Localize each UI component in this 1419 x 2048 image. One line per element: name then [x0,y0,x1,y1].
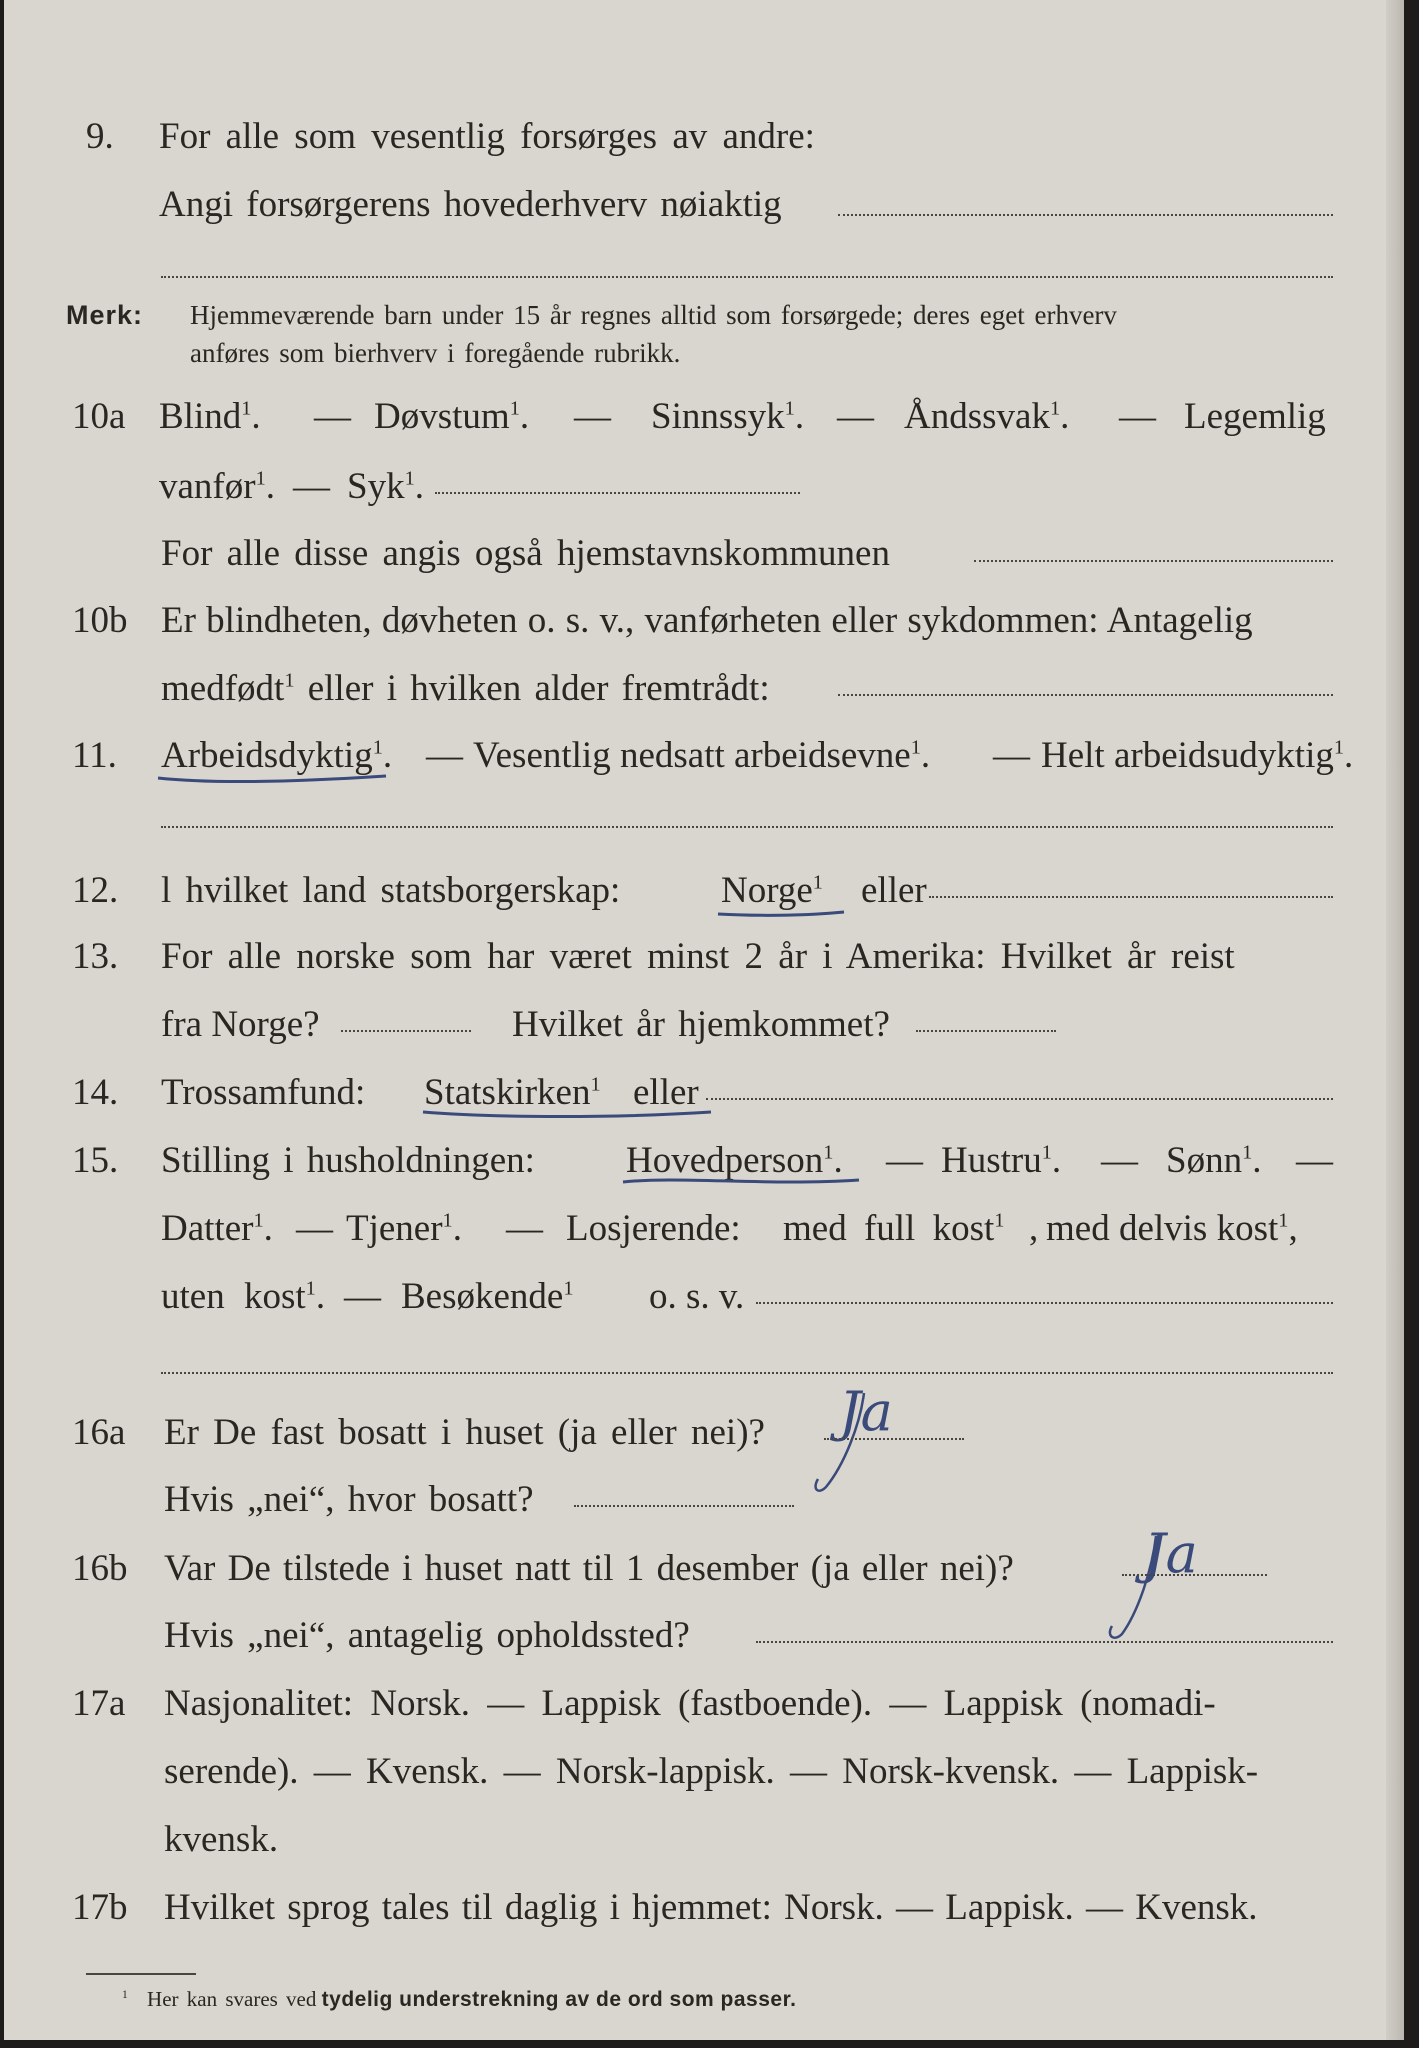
q16b-number: 16b [72,1548,128,1589]
dash: — [296,1208,333,1249]
q15-number: 15. [72,1140,119,1181]
underline-hovedperson-mark [619,1172,864,1192]
q13-number: 13. [72,936,119,977]
underline-statskirken-mark [419,1106,719,1122]
q16b-answer-line[interactable] [1122,1574,1267,1576]
q17a-line2[interactable]: serende). — Kvensk. — Norsk-lappisk. — Norsk-kvensk. — Lappisk- [164,1751,1259,1792]
q17a-line3[interactable]: kvensk. [164,1819,279,1860]
footnote-ref: 1 [910,736,921,759]
q15-opt-datter[interactable]: Datter [161,1208,254,1249]
q14-opt-statskirken[interactable]: Statskirken [424,1072,591,1113]
footnote-ref: 1 [1242,1141,1253,1164]
q14-tail: eller [633,1072,699,1113]
punct: . [833,1140,843,1181]
q15-opt-besokende[interactable]: Besøkende [401,1276,564,1317]
q10b-line1: Er blindheten, døvheten o. s. v., vanførheten eller sykdommen: Antagelig [161,600,1253,641]
q9-answer-line-2[interactable] [161,276,1333,278]
q16a-bosatt-answer-line[interactable] [574,1505,794,1507]
footnote-mark: 1 [122,1989,128,2001]
footnote-rule [86,1973,196,1975]
q15-opt-sonn[interactable]: Sønn [1166,1140,1243,1181]
q10a-hjemstavn-answer-line[interactable] [974,560,1333,562]
footnote-ref: 1 [784,397,795,420]
q10b-line2-rest: eller i hvilken alder fremtrådt: [294,668,770,709]
footnote-ref: 1 [1333,736,1345,759]
q15-answer-line[interactable] [756,1302,1333,1304]
punct: . [920,735,931,776]
q16a-answer-handwritten[interactable]: Ja [839,1380,893,1443]
q12-opt-norge[interactable]: Norge [721,870,813,911]
punct: . [1344,735,1354,776]
q16a-answer-stroke [804,1385,884,1505]
q15-opt-uten-kost[interactable]: uten kost [161,1276,306,1317]
q16a-line1: Er De fast bosatt i huset (ja eller nei)? [164,1412,765,1453]
census-form-page: 9. For alle som vesentlig forsørges av andre: Angi forsørgerens hovederhverv nøiaktig Merk: Hjemmeværende barn under 15 år regnes alltid som forsørgede; deres eget erhverv anføres som bierhverv i foregående rubrikk. 10a Blind$^1$. — Døvstum$^1$. — Sinnssyk$^1$. — Åndssvak$^1$. — Legemlig vanfør$^1$. — Syk$^1$. For alle disse angis også hjemstavnskommunen 10b Er blindheten, døvheten o. s. v., vanførheten eller sykdommen: Antagelig medfødt$^1$ eller i hvilken alder fremtrådt: 11. Arbeidsdyktig$^1$. — Vesentlig nedsatt arbeidsevne$^1$. — Helt arbeidsudyktig$^1$. 12. l hvilket land statsborgerskap: Norge$^1$ eller 13. For alle norske som har været minst 2 år i Amerika: Hvilket år reist fra Norge? Hvilket år hjemkommet? 14. Trossamfund: Statskirken$^1$ eller 15. Stilling i husholdningen: Hovedperson$^1$. — Hustru$^1$. — Sønn$^1$. — Datter$^1$. — Tjener$^1$. — Losjerende: med full kost$^1$ , med delvis kost$^1$, uten kost$^1$. — Besøkende$^1$ o. s. v. 16a Er De fast bosatt i huset (ja eller nei)? Ja Hvis „nei“, hvor bosatt? 16b Var De tilstede i huset natt til 1 desember (ja eller nei)? Ja Hvis „nei“, antagelig opholdssted? 17a Nasjonalitet: Norsk. — Lappisk (fastboende). — Lappisk (nomadi- serende). — Kvensk. — Norsk-lappisk. — Norsk-kvensk. — Lappisk- kvensk. 17b Hvilket sprog tales til daglig i hjemmet: Norsk. — Lappisk. — Kvensk. $^1$ Her kan svares ved tydelig understrekning av de ord som passer. [4,0,1404,2040]
q16a-number: 16a [72,1412,126,1453]
punct: . [452,1208,462,1249]
q17b-number: 17b [72,1887,128,1928]
q10a-opt-syk[interactable]: Syk [347,466,405,507]
merk-line2: anføres som bierhverv i foregående rubrikk. [190,338,681,368]
q13-reist-answer-line[interactable] [341,1030,471,1032]
q10b-number: 10b [72,600,128,641]
q15-losjerende: Losjerende: [566,1208,741,1249]
q16a-line2: Hvis „nei“, hvor bosatt? [164,1479,534,1520]
footnote-bold: tydelig understrekning av de ord som passer. [321,1988,797,2011]
dash: — [1296,1140,1333,1181]
q13-line2b: Hvilket år hjemkommet? [512,1004,890,1045]
q17a-number: 17a [72,1683,126,1724]
q12-number: 12. [72,870,119,911]
footnote-ref: 1 [563,1277,574,1300]
dash: — [1101,1140,1138,1181]
q10b-opt-medfodt[interactable]: medfødt [161,668,285,709]
q10a-opt-sinnssyk[interactable]: Sinnssyk [651,396,785,437]
q14-text: Trossamfund: [161,1072,366,1113]
q15-answer-line-2[interactable] [161,1372,1333,1374]
punct: . [519,396,530,437]
q15-opt-hovedperson[interactable]: Hovedperson [626,1140,824,1181]
q13-line1: For alle norske som har været minst 2 år i Amerika: Hvilket år reist [161,936,1235,977]
footnote-text: Her kan svares ved [147,1987,317,2011]
footnote-ref: 1 [1041,1141,1052,1164]
punct: . [1060,396,1070,437]
q15-opt-delvis-kost[interactable]: med delvis kost [1046,1208,1279,1249]
page-edge-shadow [1386,0,1404,2040]
q10a-opt-legemlig[interactable]: Legemlig [1184,396,1326,437]
q13-line2a: fra Norge? [161,1004,320,1045]
footnote-ref: 1 [509,397,520,420]
q16b-opholdssted-answer-line[interactable] [756,1641,1333,1643]
q14-answer-line[interactable] [706,1098,1333,1100]
dash: — [293,466,330,507]
q11-opt-nedsatt[interactable]: Vesentlig nedsatt arbeidsevne [473,735,911,776]
q9-answer-line[interactable] [838,214,1333,216]
q11-opt-arbeidsdyktig[interactable]: Arbeidsdyktig [161,735,373,776]
q15-opt-hustru[interactable]: Hustru [941,1140,1042,1181]
punct: . [265,466,275,507]
dash: — [426,735,463,776]
q12-tail: eller [861,870,927,911]
dash: — [344,1276,381,1317]
footnote-ref: 1 [305,1277,316,1300]
footnote-ref: 1 [404,467,415,490]
dash: — [506,1208,543,1249]
footnote-ref: 1 [812,871,823,894]
q10a-number: 10a [72,396,126,437]
q9-line1: For alle som vesentlig forsørges av andre: [159,116,815,157]
q9-line2: Angi forsørgerens hovederhverv nøiaktig [159,184,782,225]
punct: . [382,735,393,776]
q12-text: l hvilket land statsborgerskap: [161,870,621,911]
merk-line1: Hjemmeværende barn under 15 år regnes alltid som forsørgede; deres eget erhverv [190,300,1117,330]
footnote [122,1987,796,2012]
q15-opt-full-kost[interactable]: med full kost [783,1208,995,1249]
q12-answer-line[interactable] [929,896,1333,898]
q17a-line1[interactable]: Nasjonalitet: Norsk. — Lappisk (fastboende). — Lappisk (nomadi- [164,1683,1216,1724]
footnote-ref: 1 [994,1209,1005,1232]
q15-opt-tjener[interactable]: Tjener [346,1208,443,1249]
q16b-answer-handwritten[interactable]: Ja [1144,1522,1198,1585]
q15-tail: o. s. v. [649,1276,745,1317]
q13-hjemkommet-answer-line[interactable] [916,1030,1056,1032]
footnote-ref: 1 [255,467,266,490]
q9-number: 9. [86,116,114,157]
q10a-opt-andssvak[interactable]: Åndssvak [904,396,1050,437]
q15-lead: Stilling i husholdningen: [161,1140,535,1181]
merk-label: Merk: [66,300,144,330]
q11-opt-udyktig[interactable]: Helt arbeidsudyktig [1041,735,1334,776]
footnote-ref: 1 [1278,1209,1289,1232]
punct: . [794,396,805,437]
footnote-ref: 1 [253,1209,264,1232]
dash: — [837,396,874,437]
q16a-answer-line[interactable] [824,1438,964,1440]
q11-answer-line[interactable] [161,826,1333,828]
q11-number: 11. [72,735,117,776]
q10a-syk-answer-line[interactable] [435,492,800,494]
footnote-ref: 1 [590,1073,601,1096]
q10a-opt-vanfor[interactable]: vanfør [159,466,256,507]
punct: . [1051,1140,1062,1181]
footnote-ref: 1 [1049,397,1061,420]
footnote-ref: 1 [372,736,383,759]
q16b-line2: Hvis „nei“, antagelig opholdssted? [164,1615,690,1656]
footnote-ref: 1 [823,1141,834,1164]
footnote-ref: 1 [284,669,295,692]
punct: . [263,1208,273,1249]
q14-number: 14. [72,1072,119,1113]
punct: . [315,1276,326,1317]
q16b-answer-stroke [1094,1530,1174,1650]
q10a-opt-dovstum[interactable]: Døvstum [374,396,510,437]
q10a-opt-blind[interactable]: Blind [159,396,242,437]
q10b-answer-line[interactable] [838,694,1333,696]
q17b-line1[interactable]: Hvilket sprog tales til daglig i hjemmet: Norsk. — Lappisk. — Kvensk. [164,1887,1258,1928]
dash: — [1119,396,1156,437]
footnote-ref: 1 [442,1209,453,1232]
underline-norge-mark [714,906,854,922]
q16b-line1: Var De tilstede i huset natt til 1 desember (ja eller nei)? [164,1548,1014,1589]
q10a-line3: For alle disse angis også hjemstavnskommunen [161,533,890,574]
dash: — [993,735,1030,776]
underline-arbeidsdyktig-mark [154,770,394,790]
punct: . [414,466,424,507]
punct: . [251,396,261,437]
dash: — [574,396,611,437]
punct: . [1252,1140,1262,1181]
footnote-ref: 1 [241,397,252,420]
dash: — [314,396,351,437]
dash: — [886,1140,923,1181]
